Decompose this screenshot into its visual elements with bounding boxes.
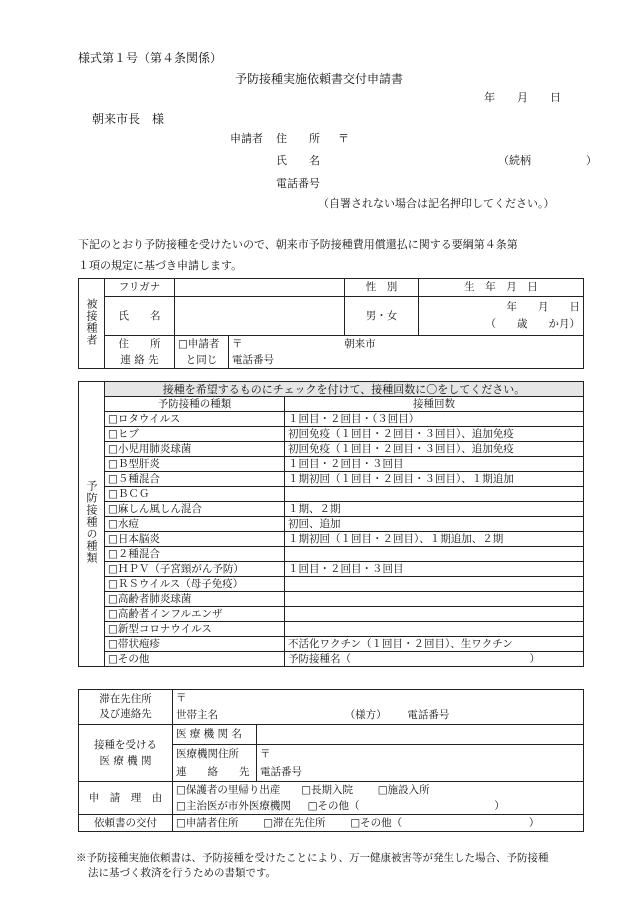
vaccine-row [79,517,584,532]
stay-householder: 世帯主名 [176,709,218,721]
vaccine-count-cell[interactable] [285,622,584,637]
vaccine-count-cell[interactable]: 初回免疫（１回目・２回目・３回目）、追加免疫 [285,442,584,457]
vaccine-type-option[interactable]: □５種混合 [105,472,285,487]
institution-postal-mark: 〒 [260,747,271,760]
footnote-line-2: 法に基づく救済を行うための書類です。 [88,867,277,879]
vaccine-row [79,502,584,517]
subject-section-label: 被接種者 [79,279,105,369]
vaccine-row [79,547,584,562]
vaccine-table [78,381,584,667]
stay-householder-row[interactable] [173,707,584,725]
vaccine-row [79,592,584,607]
birth-date: 年 月 日 [506,301,580,313]
institution-name-label: 医 療 機 関 名 [173,725,257,745]
reason-paren-close: ） [494,799,505,812]
vaccine-type-option[interactable]: □ロタウイルス [105,412,285,427]
vaccine-type-option[interactable]: □麻しん風しん混合 [105,502,285,517]
vaccine-count-cell[interactable] [285,592,584,607]
delivery-other-option[interactable]: □その他（ [350,816,403,829]
vaccine-section-label: 予防接種の種類 [79,382,105,667]
vaccine-row [79,577,584,592]
vaccine-type-option[interactable]: □Ｂ型肝炎 [105,457,285,472]
vaccine-count-cell[interactable]: １期初回（１回目・２回目・３回目）、１期追加 [285,472,584,487]
vaccine-row [79,637,584,652]
vaccine-row [79,532,584,547]
applicant-postal-mark: 〒 [338,132,349,145]
same-as-applicant-1[interactable]: □申請者 [175,336,229,353]
vaccine-type-option[interactable]: □日本脳炎 [105,532,285,547]
vaccine-count-cell[interactable]: １期初回（１回目・２回目）、１期追加、２期 [285,532,584,547]
subject-postal-mark: 〒 [232,337,243,350]
institution-address-field[interactable] [257,745,584,764]
institution-contact-field[interactable] [257,763,584,782]
vaccine-count-cell[interactable]: １回目・２回目・（３回目） [285,412,584,427]
vaccine-type-option[interactable]: □ヒブ [105,427,285,442]
reason-doctor-option[interactable]: □主治医が市外医療機関 [176,799,291,812]
delivery-paren-close: ） [528,816,540,829]
subject-postal-row[interactable] [229,336,584,353]
vaccine-type-option[interactable]: □水痘 [105,517,285,532]
subject-name-field[interactable] [175,297,345,336]
form-number: 様式第１号（第４条関係） [78,51,223,65]
birth-label: 生 年 月 日 [419,279,584,297]
vaccine-type-option[interactable]: □高齢者インフルエンザ [105,607,285,622]
institution-address-label: 医療機関住所 [173,745,257,764]
subject-phone-label: 電話番号 [232,353,274,366]
institution-name-field[interactable] [257,725,584,745]
vaccine-count-cell[interactable] [285,487,584,502]
vaccine-row [79,472,584,487]
vaccine-count-cell[interactable]: 初回、追加 [285,517,584,532]
vaccine-count-cell[interactable]: 不活化ワクチン（１回目・２回目）、生ワクチン [285,637,584,652]
delivery-row [173,815,584,832]
vaccine-row [79,487,584,502]
date-line: 年 月 日 [484,91,561,104]
vaccine-type-option[interactable]: □新型コロナウイルス [105,622,285,637]
applicant-relation: （続柄 ） [498,154,597,167]
same-as-applicant-2: と同じ [175,352,229,369]
institution-phone-label: 電話番号 [260,765,302,778]
reason-label: 申 請 理 由 [79,782,173,815]
vaccine-type-option[interactable]: □ＨＰＶ（子宮頸がん予防） [105,562,285,577]
age: （ 歳 か月） [485,318,580,330]
subject-name-label: 氏 名 [105,297,175,336]
sex-label: 性 別 [345,279,419,297]
vaccine-count-cell[interactable]: 初回免疫（１回目・２回目・３回目）、追加免疫 [285,427,584,442]
vaccine-type-option[interactable]: □高齢者肺炎球菌 [105,592,285,607]
intro-line-2: １項の規定に基づき申請します。 [78,259,243,272]
reason-hospital-option[interactable]: □長期入院 [301,783,354,796]
vaccine-row [79,622,584,637]
vaccine-count-cell[interactable]: １期、２期 [285,502,584,517]
vaccine-count-cell[interactable]: １回目・２回目・３回目 [285,562,584,577]
vaccine-type-option[interactable]: □その他 [105,652,285,667]
vaccine-count-cell[interactable]: １回目・２回目・３回目 [285,457,584,472]
vaccine-row [79,427,584,442]
reason-row-2 [173,798,584,815]
institution-contact-label: 連 絡 先 [173,763,257,782]
subject-city: 朝来市 [344,337,376,350]
delivery-label: 依頼書の交付 [79,815,173,832]
page-title: 予防接種実施依頼書交付申請書 [235,72,404,86]
footnote-line-1: ※予防接種実施依頼書は、予防接種を受けたことにより、万一健康被害等が発生した場合、予防接種 [76,852,549,864]
addressee: 朝来市長 様 [92,112,165,126]
vaccine-type-option[interactable]: □帯状疱疹 [105,637,285,652]
vaccine-col-count: 接種回数 [285,397,584,412]
reason-other-option[interactable]: □その他（ [307,799,360,812]
vaccine-type-option[interactable]: □ＲＳウイルス（母子免疫） [105,577,285,592]
furigana-field[interactable] [175,279,345,297]
vaccine-type-option[interactable]: □２種混合 [105,547,285,562]
reason-facility-option[interactable]: □施設入所 [377,783,430,796]
vaccine-count-cell[interactable] [285,607,584,622]
applicant-label: 申請者 [230,132,263,145]
vaccine-row [79,652,584,667]
vaccine-row [79,442,584,457]
applicant-address-label: 住 所 [276,132,320,145]
stay-phone-label: 電話番号 [407,709,450,721]
vaccine-count-cell[interactable] [285,547,584,562]
vaccine-count-cell[interactable]: 予防接種名（ ） [285,652,584,667]
birth-date-field[interactable] [419,297,584,336]
subject-table [78,278,584,369]
other-info-table [78,689,584,832]
vaccine-count-cell[interactable] [285,577,584,592]
reason-row-1 [173,782,584,799]
applicant-phone-label: 電話番号 [276,177,320,190]
intro-line-1: 下記のとおり予防接種を受けたいので、朝来市予防接種費用償還払に関する要綱第４条第 [78,238,518,251]
stay-postal-row[interactable] [173,690,584,708]
subject-contact-label: 連 絡 先 [105,352,175,369]
reason-home-birth-option[interactable]: □保護者の里帰り出産 [176,783,281,796]
vaccine-instruction: 接種を希望するものにチェックを付けて、接種回数に〇をしてください。 [105,382,584,397]
delivery-stay-option[interactable]: □滞在先住所 [263,816,326,829]
vaccine-type-option[interactable]: □小児用肺炎球菌 [105,442,285,457]
stay-label: 滞在先住所 及び連絡先 [79,690,173,725]
furigana-label: フリガナ [105,279,175,297]
vaccine-type-option[interactable]: □ＢＣＧ [105,487,285,502]
vaccine-row [79,607,584,622]
vaccine-row [79,562,584,577]
applicant-name-label: 氏 名 [276,154,320,167]
delivery-applicant-option[interactable]: □申請者住所 [176,816,239,829]
institution-label: 接種を受ける 医 療 機 関 [79,725,173,782]
vaccine-col-type: 予防接種の種類 [105,397,285,412]
sex-options[interactable]: 男・女 [345,297,419,336]
subject-phone-row[interactable] [229,352,584,369]
stay-sama: （様方） [344,709,387,721]
stay-postal-mark: 〒 [176,692,187,704]
subject-address-label: 住 所 [105,336,175,353]
applicant-note: （自署されない場合は記名押印してください。） [318,197,555,210]
vaccine-row [79,412,584,427]
vaccine-row [79,457,584,472]
